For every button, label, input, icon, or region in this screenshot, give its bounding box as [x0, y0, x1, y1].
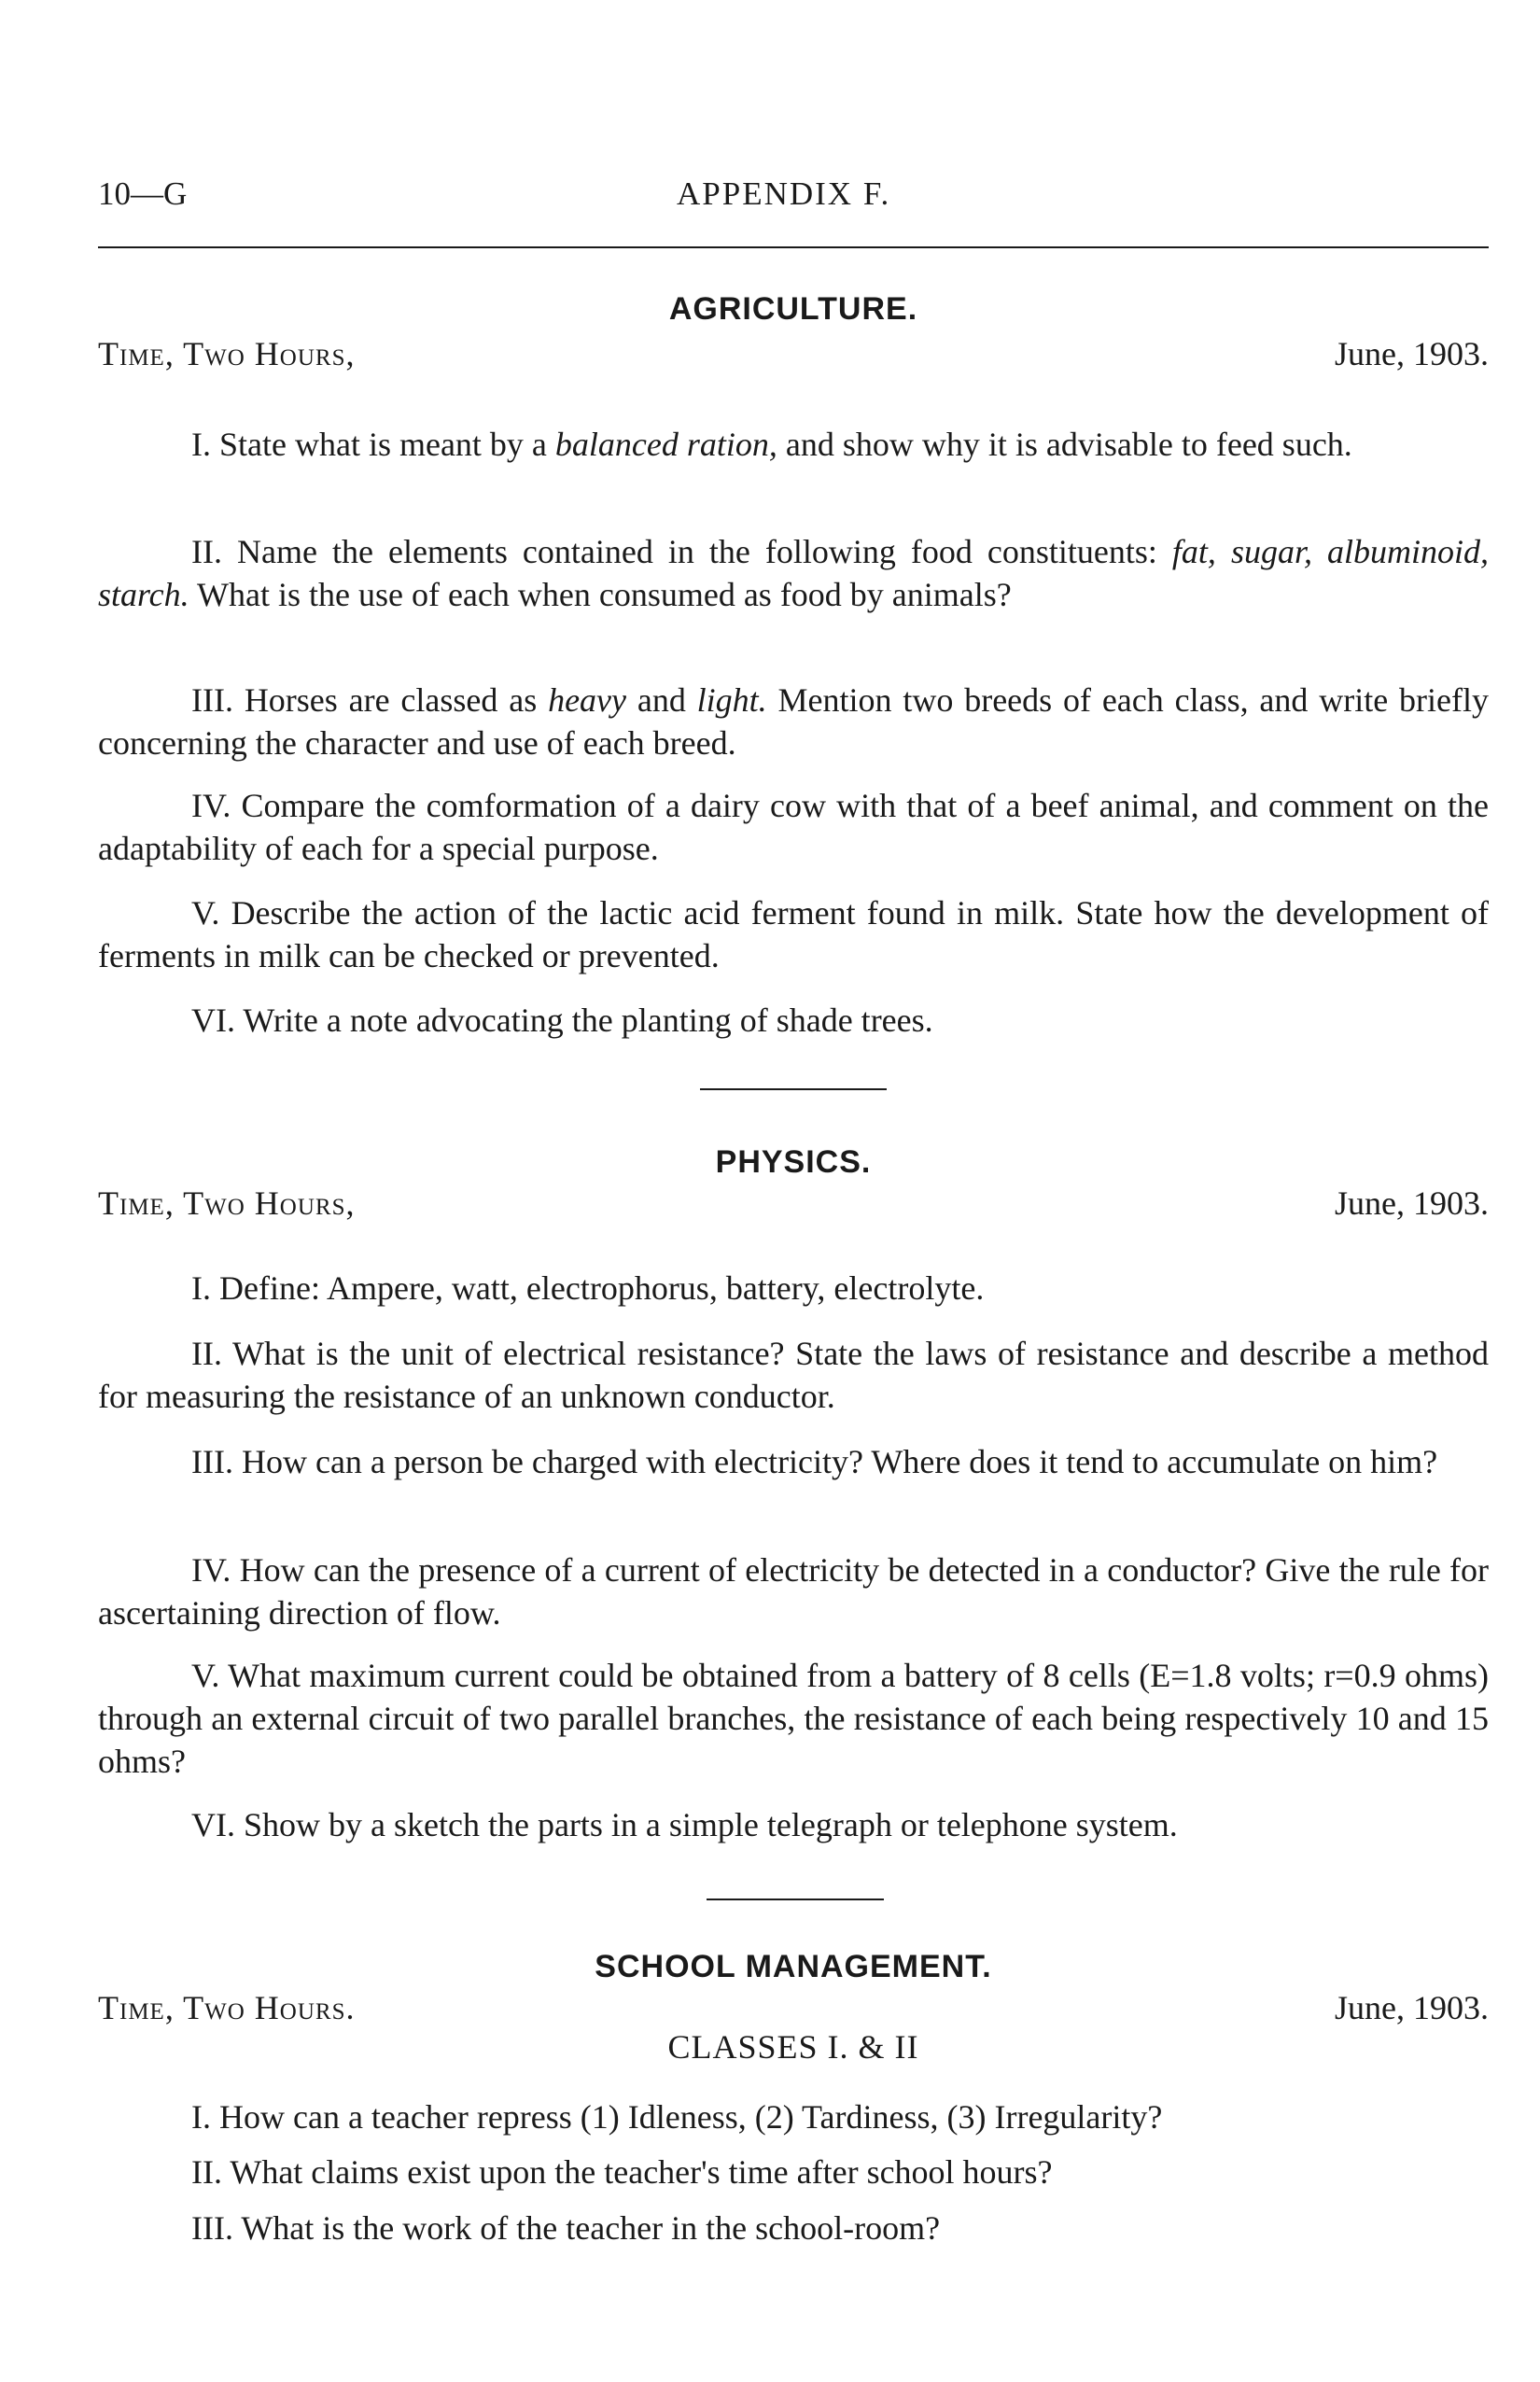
question-2: II. What is the unit of electrical resistance? State the laws of resistance and describe a method for measuring the resistance of an unknown conductor.	[98, 1335, 1489, 1415]
question-4: IV. Compare the comformation of a dairy cow with that of a beef animal, and comment on the adaptability of each for a special purpose.	[98, 787, 1489, 867]
classes-subheading: CLASSES I. & II	[667, 2028, 919, 2066]
section-divider	[700, 1088, 887, 1090]
question-2: II. What claims exist upon the teacher's time after school hours?	[191, 2153, 1053, 2191]
exam-date: June, 1903.	[1335, 335, 1489, 372]
section-heading: SCHOOL MANAGEMENT.	[595, 1949, 992, 1984]
question-5: V. Describe the action of the lactic acid ferment found in milk. State how the development of ferments in milk can be checked or prevented.	[98, 894, 1490, 974]
header-rule	[98, 246, 1489, 248]
exam-date: June, 1903.	[1335, 1989, 1489, 2026]
time-allowed: Time, Two Hours,	[98, 1184, 356, 1222]
question-2: II. Name the elements contained in the following food constituents: fat, sugar, albuminoid, starch. What is the use of each when consumed as food by animals?	[98, 533, 1489, 613]
question-3: III. What is the work of the teacher in the school-room?	[191, 2209, 941, 2247]
section-heading: PHYSICS.	[715, 1144, 872, 1180]
running-header	[98, 175, 1489, 222]
appendix-title: APPENDIX F.	[677, 175, 891, 212]
section-divider	[707, 1899, 884, 1900]
question-6: VI. Write a note advocating the planting of shade trees.	[191, 1002, 933, 1039]
page-number: 10—G	[98, 175, 188, 212]
exam-date: June, 1903.	[1335, 1184, 1489, 1222]
question-6: VI. Show by a sketch the parts in a simple telegraph or telephone system.	[191, 1806, 1178, 1843]
section-heading: AGRICULTURE.	[668, 291, 918, 327]
question-3: III. How can a person be charged with electricity? Where does it tend to accumulate on him?	[191, 1443, 1438, 1480]
question-4: IV. How can the presence of a current of electricity be detected in a conductor? Give the rule for ascertaining direction of flow.	[98, 1551, 1490, 1632]
question-1: I. How can a teacher repress (1) Idleness, (2) Tardiness, (3) Irregularity?	[191, 2098, 1163, 2136]
question-1: I. Define: Ampere, watt, electrophorus, battery, electrolyte.	[191, 1269, 985, 1307]
time-allowed: Time, Two Hours,	[98, 335, 356, 372]
time-allowed: Time, Two Hours.	[98, 1989, 356, 2026]
question-5: V. What maximum current could be obtained from a battery of 8 cells (E=1.8 volts; r=0.9 ohms) through an external circuit of two parallel branches, the resistance of each being respectively 10 and 15 ohms?	[98, 1657, 1489, 1780]
question-1: I. State what is meant by a balanced ration, and show why it is advisable to feed such.	[191, 426, 1352, 463]
question-3: III. Horses are classed as heavy and light. Mention two breeds of each class, and write briefly concerning the character and use of each breed.	[98, 681, 1490, 762]
